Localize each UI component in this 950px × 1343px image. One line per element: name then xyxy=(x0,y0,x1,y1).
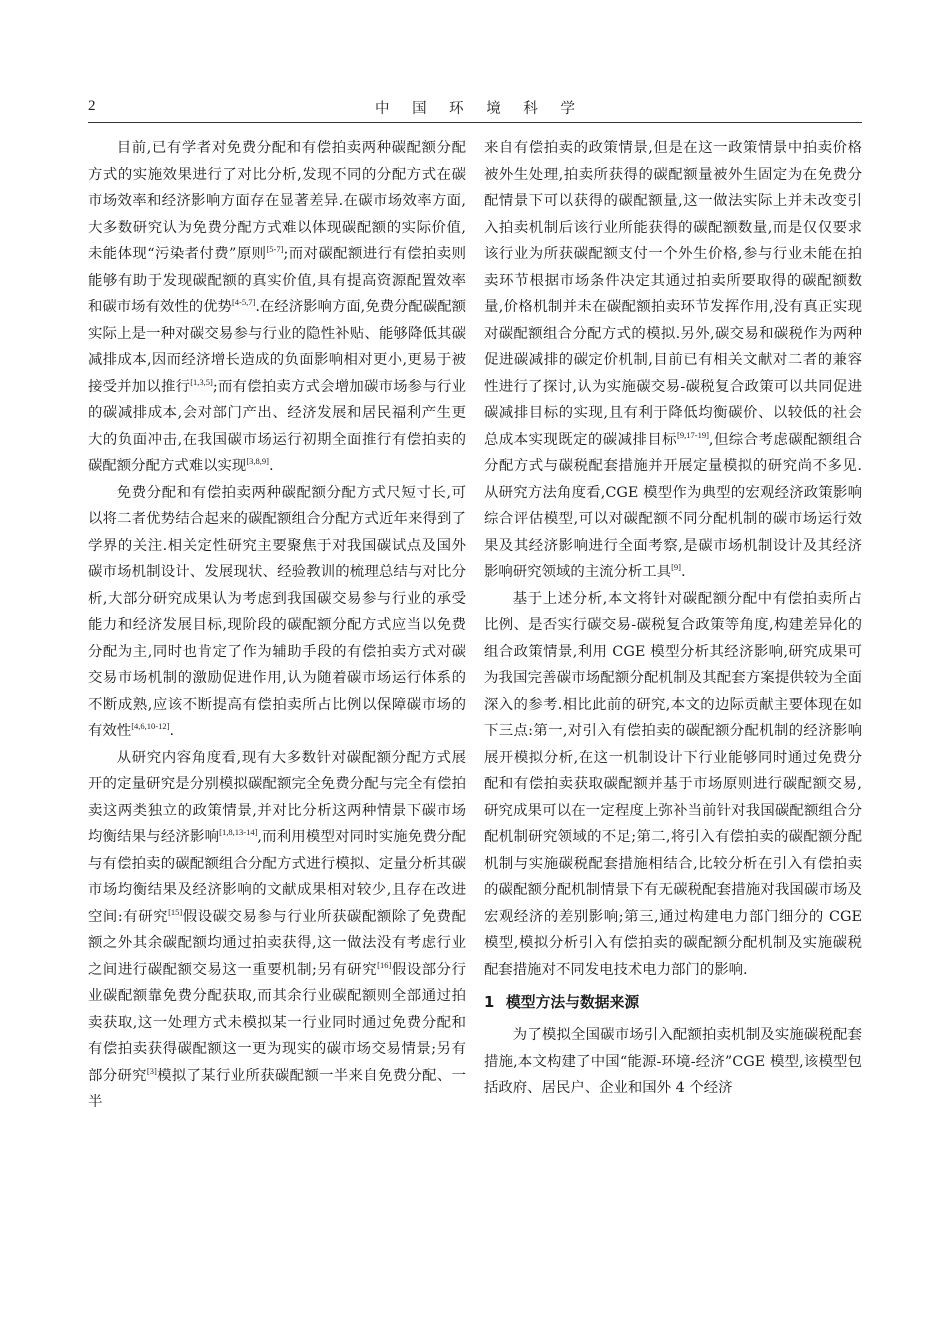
page-number: 2 xyxy=(88,98,96,114)
paragraph-text: . xyxy=(268,458,274,474)
section-heading xyxy=(484,989,862,1017)
paragraph-text: 假设部分行业碳配额靠免费分配获取,而其余行业碳配额则全部通过拍卖获取,这一处理方式未模拟某一行业同时通过免费分配和有偿拍卖获得碳配额这一更为现实的碳市场交易情景;另有部分研究 xyxy=(88,961,466,1084)
journal-title: 中 国 环 境 科 学 xyxy=(374,101,585,117)
citation: [9,17-19] xyxy=(677,429,709,440)
paragraph-text: 免费分配和有偿拍卖两种碳配额分配方式尺短寸长,可以将二者优势结合起来的碳配额组合分配方式近年来得到了学界的关注.相关定性研究主要聚焦于对我国碳试点及国外碳市场机制设计、发展现状、经验教训的梳理总结与对比分析,大部分研究成果认为考虑到我国碳交易参与行业的承受能力和经济发展目标,现阶段的碳配额分配方式应当以免费分配为主,同时也肯定了作为辅助手段的有偿拍卖方式对碳交易市场机制的激励促进作用,认为随着碳市场运行体系的不断成熟,应该不断提高有偿拍卖所占比例以保障碳市场的有效性 xyxy=(88,484,466,739)
citation: [5-7] xyxy=(266,244,284,255)
paragraph xyxy=(88,480,466,745)
citation: [3,8,9] xyxy=(246,456,269,467)
citation: [16] xyxy=(377,959,392,970)
paragraph xyxy=(484,135,862,586)
paragraph-text: . xyxy=(681,564,686,580)
citation: [3] xyxy=(146,1065,157,1076)
citation: [9] xyxy=(671,562,682,573)
section-number: 1 xyxy=(484,994,495,1011)
section-title: 模型方法与数据来源 xyxy=(506,994,640,1011)
paragraph-text: 为了模拟全国碳市场引入配额拍卖机制及实施碳税配套措施,本文构建了中国“能源-环境-经济”CGE 模型,该模型包括政府、居民户、企业和国外 4 个经济 xyxy=(484,1027,862,1096)
left-column xyxy=(88,135,466,1116)
paragraph-text: . xyxy=(169,723,175,739)
paragraph-text: 从研究内容角度看,现有大多数针对碳配额分配方式展开的定量研究是分别模拟碳配额完全免费分配与完全有偿拍卖这两类独立的政策情景,并对比分析这两种情景下碳市场均衡结果与经济影响 xyxy=(88,749,466,845)
page-header xyxy=(88,96,862,123)
paragraph-text: ;而对碳配额进行有偿拍卖则能够有助于发现碳配额的真实价值,具有提高资源配置效率和碳市场有效性的优势 xyxy=(88,246,466,315)
paragraph-text: 假设碳交易参与行业所获碳配额除了免费配额之外其余碳配额均通过拍卖获得,这一做法没有考虑行业之间进行碳配额交易这一重要机制;另有研究 xyxy=(88,908,466,978)
paragraph-text: 目前,已有学者对免费分配和有偿拍卖两种碳配额分配方式的实施效果进行了对比分析,发现不同的分配方式在碳市场效率和经济影响方面存在显著差异.在碳市场效率方面,大多数研究认为免费分配方式难以体现碳配额的实际价值,未能体现“污染者付费”原则 xyxy=(88,140,466,262)
citation: [4-5,7] xyxy=(231,297,256,308)
paragraph-text: ,但综合考虑碳配额组合分配方式与碳税配套措施并开展定量模拟的研究尚不多见.从研究方法角度看,CGE 模型作为典型的宏观经济政策影响综合评估模型,可以对碳配额不同分配机制的碳市场运行效果及其经济影响进行全面考察,是碳市场机制设计及其经济影响研究领域的主流分析工具 xyxy=(484,431,862,580)
citation: [1,3,5] xyxy=(190,376,213,387)
paragraph xyxy=(484,586,862,984)
paragraph-text: 模拟了某行业所获碳配额一半来自免费分配、一半 xyxy=(88,1067,466,1110)
citation: [15] xyxy=(168,906,183,917)
paragraph xyxy=(88,135,466,480)
citation: [4,6,10-12] xyxy=(131,721,170,732)
paragraph-text: 基于上述分析,本文将针对碳配额分配中有偿拍卖所占比例、是否实行碳交易-碳税复合政策等角度,构建差异化的组合政策情景,利用 CGE 模型分析其经济影响,研究成果可为我国完善碳市场配额分配机制及其配套方案提供较为全面深入的参考.相比此前的研究,本文的边际贡献主要体现在如下三点:第一,对引入有偿拍卖的碳配额分配机制的经济影响展开模拟分析,在这一机制设计下行业能够同时通过免费分配和有偿拍卖获取碳配额并基于市场原则进行碳配额交易,研究成果可以在一定程度上弥补当前针对我国碳配额组合分配机制研究领域的不足;第二,将引入有偿拍卖的碳配额分配机制与实施碳税配套措施相结合,比较分析在引入有偿拍卖的碳配额分配机制情景下有无碳税配套措施对我国碳市场及宏观经济的差别影响;第三,通过构建电力部门细分的 CGE 模型,模拟分析引入有偿拍卖的碳配额分配机制及实施碳税配套措施对不同发电技术电力部门的影响. xyxy=(484,590,862,978)
citation: [1,8,13-14] xyxy=(219,827,258,838)
paragraph-text: ;而有偿拍卖方式会增加碳市场参与行业的碳减排成本,会对部门产出、经济发展和居民福利产生更大的负面冲击,在我国碳市场运行初期全面推行有偿拍卖的碳配额分配方式难以实现 xyxy=(88,378,466,474)
paragraph xyxy=(484,1022,862,1102)
paragraph-text: 来自有偿拍卖的政策情景,但是在这一政策情景中拍卖价格被外生处理,拍卖所获得的碳配额量被外生固定为在免费分配情景下可以获得的碳配额量,这一做法实际上并未改变引入拍卖机制后该行业所能获得的碳配额数量,而是仅仅要求该行业为所获碳配额支付一个外生价格,参与行业未能在拍卖环节根据市场条件决定其通过拍卖所要取得的碳配额数量,价格机制并未在碳配额拍卖环节发挥作用,没有真正实现对碳配额组合分配方式的模拟.另外,碳交易和碳税作为两种促进碳减排的碳定价机制,目前已有相关文献对二者的兼容性进行了探讨,认为实施碳交易-碳税复合政策可以共同促进碳减排目标的实现,且有利于降低均衡碳价、以较低的社会总成本实现既定的碳减排目标 xyxy=(484,140,862,448)
right-column xyxy=(484,135,862,1102)
paragraph xyxy=(88,745,466,1116)
paragraph-text: ,而利用模型对同时实施免费分配与有偿拍卖的碳配额组合分配方式进行模拟、定量分析其碳市场均衡结果及经济影响的文献成果相对较少,且存在改进空间:有研究 xyxy=(88,829,466,925)
paragraph-text: .在经济影响方面,免费分配碳配额实际上是一种对碳交易参与行业的隐性补贴、能够降低其碳减排成本,因而经济增长造成的负面影响相对更小,更易于被接受并加以推行 xyxy=(88,299,466,395)
